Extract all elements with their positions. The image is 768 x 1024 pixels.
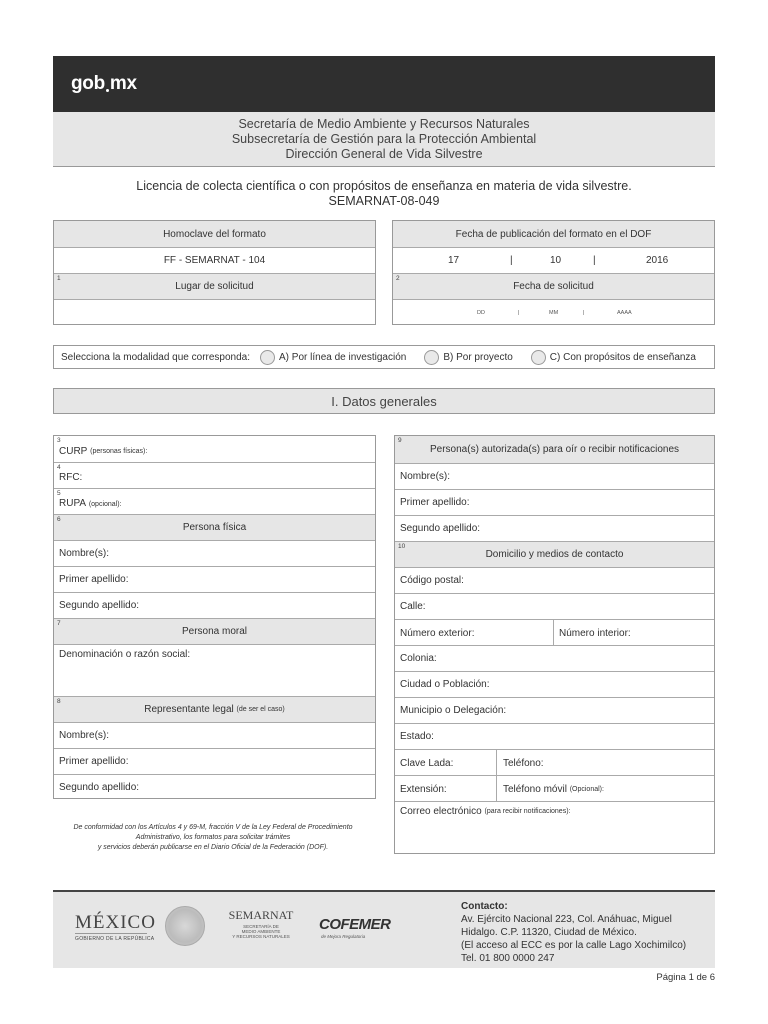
- autorizada-title: Persona(s) autorizada(s) para oír o recibir notificaciones: [430, 444, 679, 455]
- option-c-label: C) Con propósitos de enseñanza: [549, 351, 696, 363]
- telefono-movil-field[interactable]: [497, 776, 715, 802]
- persona-fisica-header: [54, 514, 375, 540]
- numero-interior-field[interactable]: Número interior:: [559, 627, 631, 639]
- semarnat-logo-subtitle: [225, 924, 297, 939]
- semarnat-sub-2: MEDIO AMBIENTE: [241, 929, 281, 934]
- telefono-movil-label: Teléfono móvil: [503, 783, 567, 795]
- document-title-line-1: Licencia de colecta científica o con propósitos de enseñanza en materia de vida silvestre.: [136, 179, 632, 193]
- mexico-logo: MÉXICO: [75, 912, 156, 933]
- fecha-publicacion-value: [393, 247, 714, 273]
- field-number: 10: [398, 543, 406, 550]
- agency-line-1: Secretaría de Medio Ambiente y Recursos Naturales: [238, 117, 530, 131]
- codigo-postal-field[interactable]: Código postal:: [395, 567, 714, 593]
- lugar-solicitud-label: Lugar de solicitud: [175, 281, 254, 292]
- field-number: 5: [57, 490, 61, 497]
- pub-month: 10: [550, 255, 562, 266]
- gob-mx-logo: gob mx: [71, 73, 137, 94]
- rl-nombre-field[interactable]: Nombre(s):: [54, 722, 375, 748]
- numero-row: [395, 619, 714, 645]
- pub-sep-1: |: [510, 255, 513, 266]
- mm-label: MM: [549, 309, 559, 316]
- persona-moral-header: [54, 618, 375, 644]
- pf-nombre-field[interactable]: Nombre(s):: [54, 540, 375, 566]
- numero-exterior-field[interactable]: Número exterior:: [395, 620, 554, 646]
- autorizada-header: [395, 436, 714, 463]
- agency-line-2: Subsecretaría de Gestión para la Protección Ambiental: [231, 132, 537, 146]
- rupa-field[interactable]: [54, 488, 375, 514]
- pub-sep-2: |: [593, 255, 596, 266]
- auth-primer-apellido-field[interactable]: Primer apellido:: [395, 489, 714, 515]
- dd-label: DD: [477, 309, 485, 316]
- document-title: [53, 179, 715, 209]
- representante-legal-header: [54, 696, 375, 722]
- option-b-label: B) Por proyecto: [443, 351, 513, 363]
- left-datos-box: [53, 435, 376, 799]
- telefono-row: [395, 749, 714, 775]
- field-number: 2: [396, 275, 400, 282]
- document-code: SEMARNAT-08-049: [328, 194, 440, 208]
- estado-field[interactable]: Estado:: [395, 723, 714, 749]
- national-seal-icon: [165, 906, 205, 946]
- field-number: 1: [57, 275, 61, 282]
- cofemer-logo: COFEMER: [319, 916, 391, 933]
- field-number: 4: [57, 464, 61, 471]
- contact-line-1: Av. Ejército Nacional 223, Col. Anáhuac, Miguel: [461, 914, 672, 925]
- rl-segundo-apellido-field[interactable]: Segundo apellido:: [54, 774, 375, 799]
- radio-option-b[interactable]: [424, 350, 439, 365]
- curp-field[interactable]: [54, 436, 375, 462]
- semarnat-sub-1: SECRETARÍA DE: [243, 924, 279, 929]
- semarnat-logo: SEMARNAT: [228, 908, 294, 922]
- curp-label: CURP: [59, 445, 88, 457]
- contact-line-4: Tel. 01 800 0000 247: [461, 953, 555, 964]
- contact-line-3: (El acceso al ECC es por la calle Lago Xochimilco): [461, 940, 687, 951]
- clave-lada-field[interactable]: Clave Lada:: [395, 750, 497, 776]
- page-number: Página 1 de 6: [656, 972, 715, 983]
- footnote-line-3: y servicios deberán publicarse en el Diario Oficial de la Federación (DOF).: [97, 844, 329, 851]
- fecha-solicitud-input[interactable]: [393, 299, 714, 325]
- agency-line-3: Dirección General de Vida Silvestre: [285, 147, 483, 161]
- representante-legal-title: Representante legal: [144, 704, 234, 715]
- header-bar: [53, 56, 715, 112]
- semarnat-sub-3: Y RECURSOS NATURALES: [232, 934, 290, 939]
- pf-segundo-apellido-field[interactable]: Segundo apellido:: [54, 592, 375, 618]
- persona-fisica-title: Persona física: [182, 522, 247, 533]
- fecha-box: [392, 220, 715, 325]
- domicilio-header: [395, 541, 714, 567]
- auth-segundo-apellido-field[interactable]: Segundo apellido:: [395, 515, 714, 541]
- field-number: 9: [398, 437, 402, 444]
- section-title: I. Datos generales: [53, 388, 715, 414]
- fecha-solicitud-header: [393, 273, 714, 299]
- legal-footnote: [53, 823, 373, 853]
- correo-note: (para recibir notificaciones):: [484, 808, 571, 815]
- footnote-line-2: Administrativo, los formatos para solicitar trámites: [135, 834, 291, 841]
- mexico-logo-divider: [75, 933, 147, 934]
- telefono-field[interactable]: Teléfono:: [503, 757, 544, 769]
- fecha-solicitud-label: Fecha de solicitud: [513, 281, 594, 292]
- lugar-solicitud-input[interactable]: [54, 299, 375, 325]
- persona-moral-title: Persona moral: [181, 626, 248, 637]
- homoclave-value: FF - SEMARNAT - 104: [54, 247, 375, 273]
- ciudad-field[interactable]: Ciudad o Población:: [395, 671, 714, 697]
- contact-block: [461, 900, 686, 965]
- correo-label: Correo electrónico: [400, 806, 482, 817]
- modalidad-row: [53, 345, 715, 369]
- domicilio-title: Domicilio y medios de contacto: [485, 549, 624, 560]
- sep-2: |: [583, 309, 585, 316]
- modalidad-prompt: Selecciona la modalidad que corresponda:: [61, 351, 251, 363]
- pub-day: 17: [448, 255, 460, 266]
- contact-line-2: Hidalgo. C.P. 11320, Ciudad de México.: [461, 927, 637, 938]
- pub-year: 2016: [646, 255, 669, 266]
- representante-legal-note: (de ser el caso): [236, 706, 285, 713]
- agency-block: [53, 112, 715, 167]
- homoclave-box: [53, 220, 376, 325]
- rl-primer-apellido-field[interactable]: Primer apellido:: [54, 748, 375, 774]
- rfc-label: RFC:: [59, 472, 83, 483]
- telefono-movil-note: (Opcional):: [569, 785, 604, 793]
- radio-option-c[interactable]: [531, 350, 546, 365]
- logo-dot: [106, 89, 109, 92]
- sep-1: |: [518, 309, 520, 316]
- lugar-solicitud-header: [54, 273, 375, 299]
- field-number: 3: [57, 437, 61, 444]
- auth-nombre-field[interactable]: Nombre(s):: [395, 463, 714, 489]
- rfc-field[interactable]: [54, 462, 375, 488]
- pf-primer-apellido-field[interactable]: Primer apellido:: [54, 566, 375, 592]
- calle-field[interactable]: Calle:: [395, 593, 714, 619]
- mexico-logo-subtitle: GOBIERNO DE LA REPÚBLICA: [75, 936, 155, 942]
- homoclave-label: Homoclave del formato: [54, 221, 375, 247]
- footnote-line-1: De conformidad con los Artículos 4 y 69-M, fracción V de la Ley Federal de Procedimiento: [73, 824, 353, 831]
- rupa-note: (opcional):: [88, 500, 122, 508]
- correo-field[interactable]: [395, 801, 714, 854]
- field-number: 8: [57, 698, 61, 705]
- footer: [53, 890, 715, 968]
- cofemer-logo-subtitle: de Mejora Regulatoria: [321, 934, 366, 939]
- radio-option-a[interactable]: [260, 350, 275, 365]
- colonia-field[interactable]: Colonia:: [395, 645, 714, 671]
- aaaa-label: AAAA: [617, 309, 632, 316]
- field-number: 6: [57, 516, 61, 523]
- extension-row: [395, 775, 714, 801]
- option-a-label: A) Por línea de investigación: [279, 351, 407, 363]
- rupa-label: RUPA: [59, 498, 87, 509]
- contact-title: Contacto:: [461, 901, 508, 912]
- municipio-field[interactable]: Municipio o Delegación:: [395, 697, 714, 723]
- fecha-publicacion-label: Fecha de publicación del formato en el DOF: [393, 221, 714, 247]
- field-number: 7: [57, 620, 61, 627]
- extension-field[interactable]: Extensión:: [395, 776, 497, 802]
- curp-note: (personas físicas):: [90, 448, 148, 455]
- right-datos-box: [394, 435, 715, 854]
- denominacion-field[interactable]: Denominación o razón social:: [54, 644, 375, 696]
